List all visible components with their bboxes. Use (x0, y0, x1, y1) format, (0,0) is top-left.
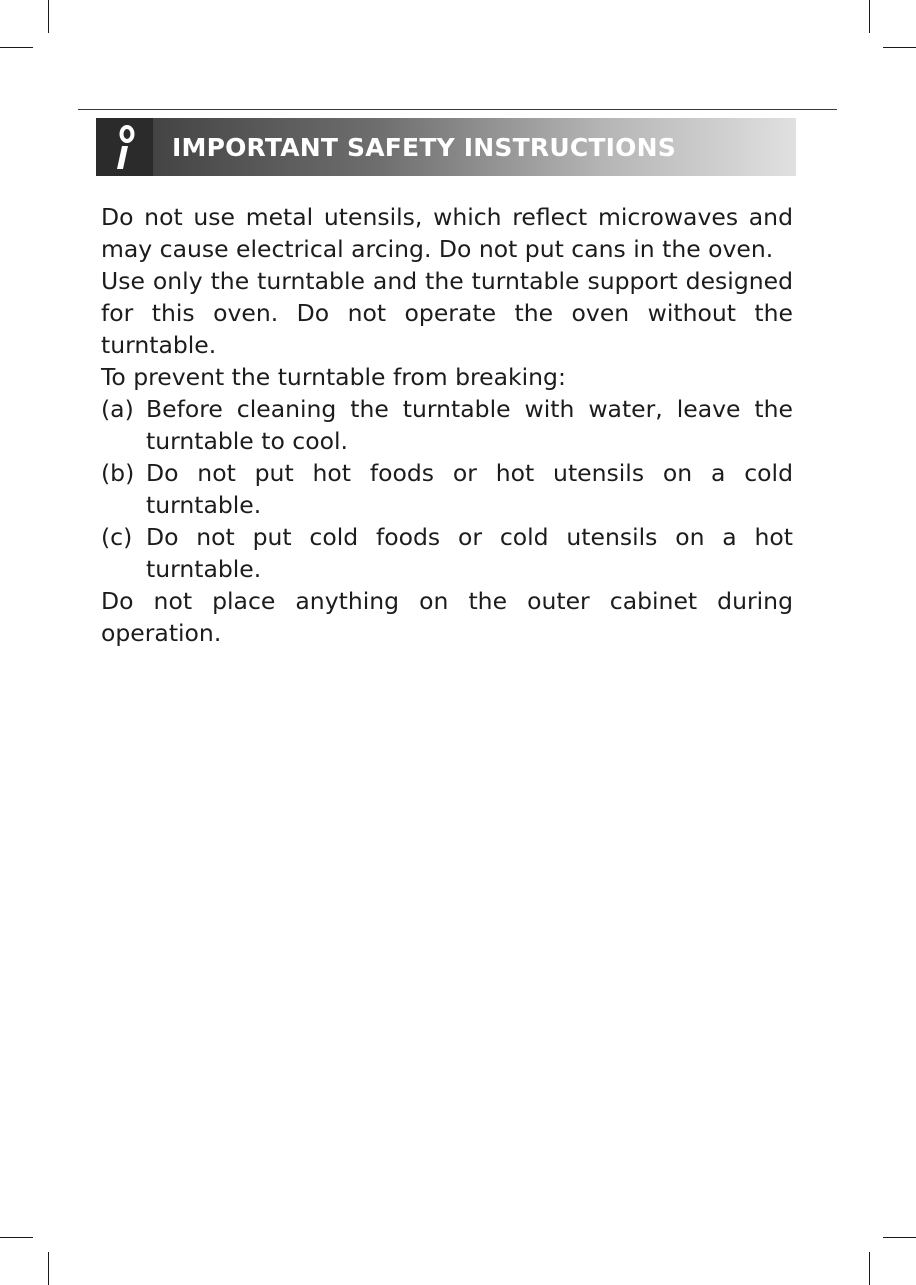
list-item-text: Do not put hot foods or hot utensils on a cold turntable. (146, 459, 793, 519)
section-header-banner (96, 118, 796, 176)
info-i-icon (110, 122, 140, 172)
list-item-label: (a) (101, 395, 134, 423)
instruction-paragraph: Do not use metal utensils, which reflect microwaves and may cause electrical arcing. Do not put cans in the oven. (101, 203, 793, 263)
instruction-paragraph: Use only the turntable and the turntable support designed for this oven. Do not operate the oven without the turntable. (101, 267, 793, 359)
crop-mark-bottom-right-vertical (869, 1252, 870, 1285)
list-item (101, 457, 793, 521)
crop-mark-bottom-left-vertical (48, 1252, 49, 1285)
list-item-label: (c) (101, 523, 133, 551)
crop-mark-top-right-vertical (869, 0, 870, 33)
crop-mark-bottom-right-horizontal (883, 1237, 916, 1238)
banner-title-box (153, 118, 796, 176)
closing-paragraph: Do not place anything on the outer cabinet during operation. (101, 587, 793, 647)
list-item (101, 393, 793, 457)
list-item-text: Do not put cold foods or cold utensils on a hot turntable. (146, 523, 793, 583)
crop-mark-bottom-left-horizontal (0, 1237, 33, 1238)
list-item (101, 521, 793, 585)
top-rule (78, 109, 837, 110)
banner-icon-box (96, 118, 153, 176)
list-item-text: Before cleaning the turntable with water, leave the turntable to cool. (146, 395, 793, 455)
list-item-label: (b) (101, 459, 135, 487)
instructions-body (101, 201, 793, 649)
instruction-paragraph: To prevent the turntable from breaking: (101, 363, 566, 391)
section-title: IMPORTANT SAFETY INSTRUCTIONS (172, 132, 676, 162)
crop-mark-top-left-vertical (48, 0, 49, 33)
crop-mark-top-right-horizontal (883, 47, 916, 48)
crop-mark-top-left-horizontal (0, 47, 33, 48)
